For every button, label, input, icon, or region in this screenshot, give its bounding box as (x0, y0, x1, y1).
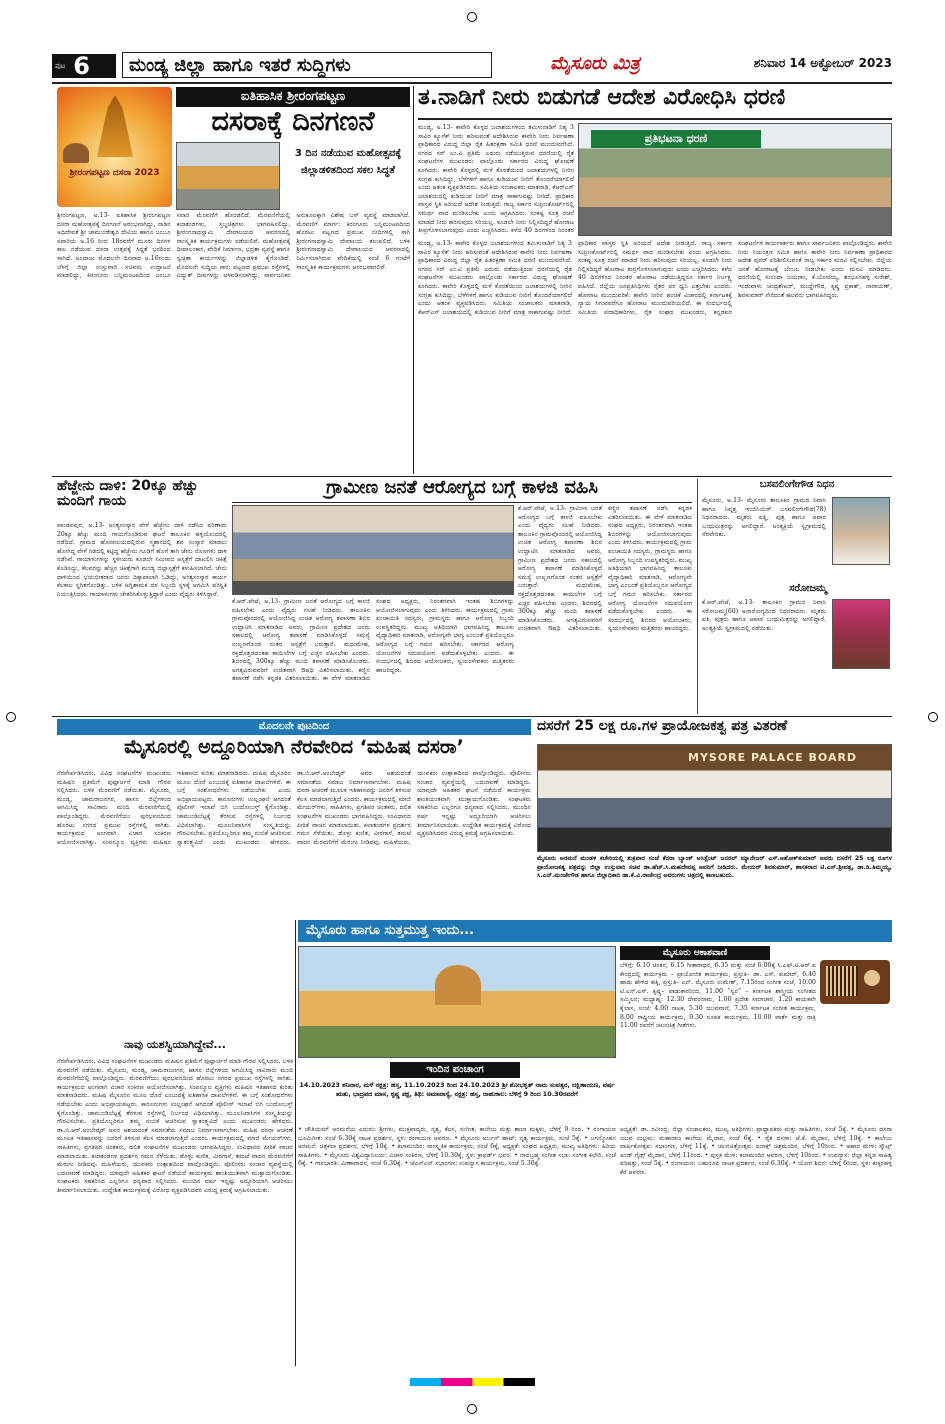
mahisha-body: ನೆರವೇರ್ಪಡಿಸಿದರು. ವಿವಿಧ ಸಂಘಟನೆಗಳ ಮುಖಂಡರು ಮಹಿಷನ ಪ್ರತಿಮೆಗೆ ಪುಷ್ಪಾರ್ಚನೆ ಮಾಡಿ ಗೌರವ ಸಲ್ಲಿಸಿದರು. ಬಳಿಕ ಮೆರವಣಿಗೆ ನಡೆಯಿತು. ಮೈಸೂರು, ಮಂಡ್ಯ, ಚಾಮರಾಜನಗರ, ಹಾಸನ ಜಿಲ್ಲೆಗಳಿಂದ ಆಗಮಿಸಿದ್ದ ಸಾವಿರಾರು ಮಂದಿ ಮೆರವಣಿಗೆಯಲ್ಲಿ ಪಾಲ್ಗೊಂಡಿದ್ದರು. ಮೆರವಣಿಗೆಯು ಪುರಭವನದಿಂದ ಹೊರಟು ನಗರದ ಪ್ರಮುಖ ರಸ್ತೆಗಳಲ್ಲಿ ಸಾಗಿತು. ಕಾರ್ಯಕ್ರಮದ ಅಂಗವಾಗಿ ವಿಚಾರ ಸಂಕಿರಣ ಆಯೋಜಿಸಲಾಗಿತ್ತು. ಸಂಪನ್ಮೂಲ ವ್ಯಕ್ತಿಗಳು ಮಹಿಷನ ಇತಿಹಾಸದ ಕುರಿತು ಮಾತನಾಡಿದರು. ಮಹಿಷ ಮೈಸೂರಿನ ಮೂಲ ದೊರೆ ಎಂಬುದಕ್ಕೆ ಐತಿಹಾಸಿಕ ದಾಖಲೆಗಳಿವೆ. ಈ ಬಗ್ಗೆ ಸಂಶೋಧನೆಗಳು ನಡೆಯಬೇಕು ಎಂದು ಅಭಿಪ್ರಾಯಪಟ್ಟರು. ಕಾನೂನುಗಳು ಉಲ್ಲಂಘನೆ ಆಗದಂತೆ ಪೊಲೀಸ್ ಇಲಾಖೆ ಬಿಗಿ ಬಂದೋಬಸ್ತ್ ಕೈಗೊಂಡಿತ್ತು. ಚಾಮುಂಡಿಬೆಟ್ಟಕ್ಕೆ ತೆರಳುವ ರಸ್ತೆಗಳಲ್ಲಿ ನಿರ್ಬಂಧ ವಿಧಿಸಲಾಗಿತ್ತು. ಮೂಲನಿವಾಸಿಗಳ ಸಂಸ್ಕೃತಿಯನ್ನು ಗೌರವಿಸಬೇಕು. ಪ್ರತಿಯೊಬ್ಬರಿಗೂ ತಮ್ಮ ನಂಬಿಕೆ ಆಚರಿಸುವ ಸ್ವಾತಂತ್ರ್ಯವಿದೆ ಎಂದು ಮುಖಂಡರು ಹೇಳಿದರು. ಡಾ.ಬಿ.ಆರ್.ಅಂಬೇಡ್ಕರ್ ಅವರ ಆಶಯದಂತೆ ಸಮಾನತೆಯ ಸಮಾಜ ನಿರ್ಮಾಣವಾಗಬೇಕು. ಮಹಿಷ ದಸರಾ ಆಚರಣೆ ಮೂಲಕ ಇತಿಹಾಸವನ್ನು ಜನರಿಗೆ ತಿಳಿಸುವ ಕೆಲಸ ಮಾಡಲಾಗುತ್ತಿದೆ ಎಂದರು. ಕಾರ್ಯಕ್ರಮದಲ್ಲಿ ಮಾಜಿ ಮೇಯರ್‌ಗಳು, ಸಾಹಿತಿಗಳು, ಪ್ರಗತಿಪರ ಚಿಂತಕರು, ದಲಿತ ಸಂಘಟನೆಗಳ ಮುಖಂಡರು ಭಾಗವಹಿಸಿದ್ದರು. ಸಂವಿಧಾನದ ಪೀಠಿಕೆ ವಾಚನ ಮಾಡಲಾಯಿತು. ಕಲಾತಂಡಗಳ ಪ್ರದರ್ಶನ ಗಮನ ಸೆಳೆಯಿತು. ಡೊಳ್ಳು ಕುಣಿತ, ವೀರಗಾಸೆ, ತಮಟೆ ವಾದನ ಮೆರವಣಿಗೆಗೆ ಮೆರುಗು ನೀಡಿದವು. ಮಹಿಳೆಯರು, ಯುವಕರು ಉತ್ಸಾಹದಿಂದ ಪಾಲ್ಗೊಂಡಿದ್ದರು. ಪೊಲೀಸರು ಸಂಚಾರ ವ್ಯವಸ್ಥೆಯಲ್ಲಿ ಬದಲಾವಣೆ ಮಾಡಿದ್ದರು. ಯಾವುದೇ ಅಹಿತಕರ ಘಟನೆ ನಡೆಯದೆ ಕಾರ್ಯಕ್ರಮ ಶಾಂತಿಯುತವಾಗಿ ಮುಕ್ತಾಯಗೊಂಡಿತು. ಸಂಘಟಕರು ಸಹಕರಿಸಿದ ಎಲ್ಲರಿಗೂ ಧನ್ಯವಾದ ಸಲ್ಲಿಸಿದರು. ಮುಂದಿನ ವರ್ಷ ಇನ್ನಷ್ಟು ಅದ್ದೂರಿಯಾಗಿ ಆಚರಿಸಲು ತೀರ್ಮಾನಿಸಲಾಯಿತು. ಉದ್ದೇಶಿತ ಕಾರ್ಯಕ್ರಮಕ್ಕೆ ವಿರೋಧ ವ್ಯಕ್ತಪಡಿಸಿದವರ ವಿರುದ್ಧ ಕ್ರಮಕ್ಕೆ ಆಗ್ರಹಿಸಲಾಯಿತು. (57, 770, 531, 846)
protest-photo (578, 123, 892, 236)
bee-headline: ಹೆಜ್ಜೇನು ದಾಳಿ: 20ಕ್ಕೂ ಹೆಚ್ಚು ಮಂದಿಗೆ ಗಾಯ (57, 479, 227, 519)
radio-title: ಮೈಸೂರು ಆಕಾಶವಾಣಿ (620, 946, 770, 960)
protest-headline: ತ.ನಾಡಿಗೆ ನೀರು ಬಿಡುಗಡೆ ಆದೇಶ ವಿರೋಧಿಸಿ ಧರಣಿ (418, 86, 892, 120)
color-bar (410, 1378, 535, 1386)
section-title: ಮಂಡ್ಯ ಜಿಲ್ಲಾ ಹಾಗೂ ಇತರೆ ಸುದ್ದಿಗಳು (122, 52, 492, 78)
elephant-icon (63, 143, 89, 163)
row-divider-1 (52, 476, 892, 477)
palace-dome-icon (435, 965, 481, 1005)
masthead-rule (52, 82, 892, 84)
registration-mark-right (928, 712, 938, 722)
palace-board-sign: MYSORE PALACE BOARD (688, 751, 858, 764)
radio-box (620, 946, 892, 1124)
dasara-photo-pavilion (176, 142, 280, 210)
obituary-portrait-2 (832, 599, 890, 669)
dasara-subhead: 3 ದಿನ ನಡೆಯುವ ಮಹೋತ್ಸವಕ್ಕೆ ಜಿಲ್ಲಾಡಳಿತದಿಂದ ಸಕಲ ಸಿದ್ಧತೆ (294, 148, 402, 176)
obituary-body-2: ಕೆ.ಆರ್.ಪೇಟೆ, ಅ.13- ತಾಲೂಕಿನ ಗ್ರಾಮದ ನಿವಾಸಿ ಸರೋಜಮ್ಮ(60) ಅನಾರೋಗ್ಯದಿಂದ ನಿಧನರಾದರು. ಮೃತರು ಪತಿ, ಪುತ್ರರು ಹಾಗೂ ಅಪಾರ ಬಂಧುಮಿತ್ರರನ್ನು ಅಗಲಿದ್ದಾರೆ. ಅಂತ್ಯಕ್ರಿಯೆ ಸ್ವಗ್ರಾಮದಲ್ಲಿ ನಡೆಯಿತು. (702, 599, 826, 632)
mahisha-subheading: ನಾವು ಯಶಸ್ವಿಯಾಗಿದ್ದೇವೆ... (124, 1038, 226, 1051)
radio-icon (820, 960, 890, 1004)
column-divider-left (413, 86, 414, 474)
radio-schedule: ಬೆಳಿಗ್ಗೆ: 6.10 ಚಿಂತನ, 6.15 ಗೀತಾರಾಧನ, 6.35 ಮತ್ತು ಸಂಜೆ 6.00ಕ್ಕೆ ಸಿ.ಎಫ್.ಟಿ.ಆರ್.ಐ ಕೇಂದ್ರದಲ್ಲಿ ಕಾರ್ಯಕ್ರಮ – ಪ್ರಾಯೋಜಿತ ಕಾರ್ಯಕ್ರಮ, ಪ್ರಸ್ತುತಿ– ಡಾ. ಎಸ್. ಕುಮಾರ್, 6.40 ಹಾಡು ಹೇಳಿದ ಹಕ್ಕಿ, ಪ್ರಸ್ತುತಿ– ಎನ್. ಮೈಸೂರು ಉಮೇಶ್, 7.15ರಿಂದ ಸಂಗೀತ ಸಂಜೆ, 10.00 ಟಿ.ಎನ್.ಎಸ್. ಕೃಷ್ಣ– ಪಾಡುಕಾರರಿಂದ, 11.00 “ಸ್ವರ” – ಕರ್ನಾಟಕ ಶಾಸ್ತ್ರೀಯ ಸಂಗೀತದ ಸಮ್ಮಿಲನ; ಮಧ್ಯಾಹ್ನ: 12.30 ದೇವರನಾಮ, 1.00 ಪ್ರದೇಶ ಸಮಾಚಾರ, 1.20 ಕಾಯಕವೇ ಕೈಲಾಸ, ಸಂಜೆ: 4.00 ನಾಟಕ, 5.30 ಯುವವಾಣಿ, 7.35 ಕರ್ನಾಟಕ ಸಂಗೀತ ಕಾರ್ಯಕ್ರಮ, 8.00 ರಾಷ್ಟ್ರೀಯ ಕಾರ್ಯಕ್ರಮ, 9.30 ರೂಪಕ ಕಾರ್ಯಕ್ರಮ, 10.00 ವಾರ್ತೆ ಮತ್ತು ರಾತ್ರಿ 11.00 ರವರೆಗೆ ಚಲನಚಿತ್ರ ಗೀತೆಗಳು. (620, 962, 816, 1030)
obituary-title-2: ಸರೋಜಮ್ಮ (789, 583, 827, 594)
mahisha-body-tail: ನೆರವೇರ್ಪಡಿಸಿದರು. ವಿವಿಧ ಸಂಘಟನೆಗಳ ಮುಖಂಡರು ಮಹಿಷನ ಪ್ರತಿಮೆಗೆ ಪುಷ್ಪಾರ್ಚನೆ ಮಾಡಿ ಗೌರವ ಸಲ್ಲಿಸಿದರು. ಬಳಿಕ ಮೆರವಣಿಗೆ ನಡೆಯಿತು. ಮೈಸೂರು, ಮಂಡ್ಯ, ಚಾಮರಾಜನಗರ, ಹಾಸನ ಜಿಲ್ಲೆಗಳಿಂದ ಆಗಮಿಸಿದ್ದ ಸಾವಿರಾರು ಮಂದಿ ಮೆರವಣಿಗೆಯಲ್ಲಿ ಪಾಲ್ಗೊಂಡಿದ್ದರು. ಮೆರವಣಿಗೆಯು ಪುರಭವನದಿಂದ ಹೊರಟು ನಗರದ ಪ್ರಮುಖ ರಸ್ತೆಗಳಲ್ಲಿ ಸಾಗಿತು. ಕಾರ್ಯಕ್ರಮದ ಅಂಗವಾಗಿ ವಿಚಾರ ಸಂಕಿರಣ ಆಯೋಜಿಸಲಾಗಿತ್ತು. ಸಂಪನ್ಮೂಲ ವ್ಯಕ್ತಿಗಳು ಮಹಿಷನ ಇತಿಹಾಸದ ಕುರಿತು ಮಾತನಾಡಿದರು. ಮಹಿಷ ಮೈಸೂರಿನ ಮೂಲ ದೊರೆ ಎಂಬುದಕ್ಕೆ ಐತಿಹಾಸಿಕ ದಾಖಲೆಗಳಿವೆ. ಈ ಬಗ್ಗೆ ಸಂಶೋಧನೆಗಳು ನಡೆಯಬೇಕು ಎಂದು ಅಭಿಪ್ರಾಯಪಟ್ಟರು. ಕಾನೂನುಗಳು ಉಲ್ಲಂಘನೆ ಆಗದಂತೆ ಪೊಲೀಸ್ ಇಲಾಖೆ ಬಿಗಿ ಬಂದೋಬಸ್ತ್ ಕೈಗೊಂಡಿತ್ತು. ಚಾಮುಂಡಿಬೆಟ್ಟಕ್ಕೆ ತೆರಳುವ ರಸ್ತೆಗಳಲ್ಲಿ ನಿರ್ಬಂಧ ವಿಧಿಸಲಾಗಿತ್ತು. ಮೂಲನಿವಾಸಿಗಳ ಸಂಸ್ಕೃತಿಯನ್ನು ಗೌರವಿಸಬೇಕು. ಪ್ರತಿಯೊಬ್ಬರಿಗೂ ತಮ್ಮ ನಂಬಿಕೆ ಆಚರಿಸುವ ಸ್ವಾತಂತ್ರ್ಯವಿದೆ ಎಂದು ಮುಖಂಡರು ಹೇಳಿದರು. ಡಾ.ಬಿ.ಆರ್.ಅಂಬೇಡ್ಕರ್ ಅವರ ಆಶಯದಂತೆ ಸಮಾನತೆಯ ಸಮಾಜ ನಿರ್ಮಾಣವಾಗಬೇಕು. ಮಹಿಷ ದಸರಾ ಆಚರಣೆ ಮೂಲಕ ಇತಿಹಾಸವನ್ನು ಜನರಿಗೆ ತಿಳಿಸುವ ಕೆಲಸ ಮಾಡಲಾಗುತ್ತಿದೆ ಎಂದರು. ಕಾರ್ಯಕ್ರಮದಲ್ಲಿ ಮಾಜಿ ಮೇಯರ್‌ಗಳು, ಸಾಹಿತಿಗಳು, ಪ್ರಗತಿಪರ ಚಿಂತಕರು, ದಲಿತ ಸಂಘಟನೆಗಳ ಮುಖಂಡರು ಭಾಗವಹಿಸಿದ್ದರು. ಸಂವಿಧಾನದ ಪೀಠಿಕೆ ವಾಚನ ಮಾಡಲಾಯಿತು. ಕಲಾತಂಡಗಳ ಪ್ರದರ್ಶನ ಗಮನ ಸೆಳೆಯಿತು. ಡೊಳ್ಳು ಕುಣಿತ, ವೀರಗಾಸೆ, ತಮಟೆ ವಾದನ ಮೆರವಣಿಗೆಗೆ ಮೆರುಗು ನೀಡಿದವು. ಮಹಿಳೆಯರು, ಯುವಕರು ಉತ್ಸಾಹದಿಂದ ಪಾಲ್ಗೊಂಡಿದ್ದರು. ಪೊಲೀಸರು ಸಂಚಾರ ವ್ಯವಸ್ಥೆಯಲ್ಲಿ ಬದಲಾವಣೆ ಮಾಡಿದ್ದರು. ಯಾವುದೇ ಅಹಿತಕರ ಘಟನೆ ನಡೆಯದೆ ಕಾರ್ಯಕ್ರಮ ಶಾಂತಿಯುತವಾಗಿ ಮುಕ್ತಾಯಗೊಂಡಿತು. ಸಂಘಟಕರು ಸಹಕರಿಸಿದ ಎಲ್ಲರಿಗೂ ಧನ್ಯವಾದ ಸಲ್ಲಿಸಿದರು. ಮುಂದಿನ ವರ್ಷ ಇನ್ನಷ್ಟು ಅದ್ದೂರಿಯಾಗಿ ಆಚರಿಸಲು ತೀರ್ಮಾನಿಸಲಾಯಿತು. ಉದ್ದೇಶಿತ ಕಾರ್ಯಕ್ರಮಕ್ಕೆ ವಿರೋಧ ವ್ಯಕ್ತಪಡಿಸಿದವರ ವಿರುದ್ಧ ಕ್ರಮಕ್ಕೆ ಆಗ್ರಹಿಸಲಾಯಿತು. (57, 1058, 293, 1194)
dasara-body: ಶ್ರೀರಂಗಪಟ್ಟಣ, ಅ.13- ಐತಿಹಾಸಿಕ ಶ್ರೀರಂಗಪಟ್ಟಣ ದಸರಾ ಮಹೋತ್ಸವಕ್ಕೆ ದಿನಗಣನೆ ಆರಂಭವಾಗಿದ್ದು, ನಾಡಿನ ಅಧಿದೇವತೆ ಶ್ರೀ ಚಾಮುಂಡೇಶ್ವರಿ ದೇವಿಯ ಹಾಗೂ ಜಂಬೂ ಸವಾರಿಯ ಅ.16 ರಿಂದ 18ರವರೆಗೆ ಮೂರು ದಿನಗಳ ಕಾಲ ನಡೆಯುವ ದಸರಾ ಉತ್ಸವಕ್ಕೆ ಸಿದ್ಧತೆ ಭರದಿಂದ ಸಾಗಿದೆ. ಅಂದಾಜು ಮೊದಲನೇ ದಿನವಾದ ಅ.16ರಂದು ಬೆಳಗ್ಗೆ ಜಿಲ್ಲಾ ಉಸ್ತುವಾರಿ ಸಚಿವರು ಉದ್ಘಾಟನೆ ಮಾಡಲಿದ್ದು, ಕಿರಂಗೂರು ಬನ್ನಿಮಂಟಪದಿಂದ ಜಂಬೂ ಸವಾರಿ ಮೆರವಣಿಗೆ ಹೊರಡಲಿದೆ. ಮೆರವಣಿಗೆಯಲ್ಲಿ ಕಲಾತಂಡಗಳು, ಸ್ತಬ್ಧಚಿತ್ರಗಳು ಭಾಗವಹಿಸಲಿದ್ದು, ಶ್ರೀರಂಗನಾಥಸ್ವಾಮಿ ದೇವಾಲಯದ ಆವರಣದಲ್ಲಿ ಸಾಂಸ್ಕೃತಿಕ ಕಾರ್ಯಕ್ರಮಗಳು ನಡೆಯಲಿವೆ. ಮಹೋತ್ಸವಕ್ಕೆ ದೀಪಾಲಂಕಾರ, ವೇದಿಕೆ ನಿರ್ಮಾಣ, ಭದ್ರತಾ ವ್ಯವಸ್ಥೆ ಹಾಗೂ ಸ್ವಚ್ಛತಾ ಕಾರ್ಯಗಳನ್ನು ಜಿಲ್ಲಾಡಳಿತ ಕೈಗೊಂಡಿದೆ. ಮೊದಲನೇ ಸುದ್ದಿಯ ಸಾರ: ಪಟ್ಟಣದ ಪ್ರಮುಖ ರಸ್ತೆಗಳಲ್ಲಿ ವಿದ್ಯುತ್ ದೀಪಗಳನ್ನು ಅಳವಡಿಸಲಾಗಿದ್ದು, ಸಾರ್ವಜನಿಕರ ಅನುಕೂಲಕ್ಕಾಗಿ ವಿಶೇಷ ಬಸ್ ವ್ಯವಸ್ಥೆ ಮಾಡಲಾಗಿದೆ. ಮೆರವಣಿಗೆ ಮಾರ್ಗ: ಕಿರಂಗೂರು ಬನ್ನಿಮಂಟಪದಿಂದ ಹೊರಟು ಪಟ್ಟಣದ ಪ್ರಮುಖ ಬೀದಿಗಳಲ್ಲಿ ಸಾಗಿ ಶ್ರೀರಂಗನಾಥಸ್ವಾಮಿ ದೇವಾಲಯ ತಲುಪಲಿದೆ. ಬಳಿಕ ಶ್ರೀರಂಗನಾಥಸ್ವಾಮಿ ದೇವಾಲಯದ ಆವರಣದಲ್ಲಿ ನಿರ್ಮಿಸಲಾಗಿರುವ ವೇದಿಕೆಯಲ್ಲಿ ಸಂಜೆ 6 ಗಂಟೆಗೆ ಸಾಂಸ್ಕೃತಿಕ ಕಾರ್ಯಕ್ರಮಗಳು ಆರಂಭವಾಗಲಿವೆ. (57, 212, 410, 280)
dasara-kicker: ಐತಿಹಾಸಿಕ ಶ್ರೀರಂಗಪಟ್ಟಣ (176, 87, 410, 107)
paper-name-logo: ಮೈಸೂರು ಮಿತ್ರ (550, 53, 640, 74)
protest-body-intro: ಮಂಡ್ಯ, ಅ.13- ಕಾವೇರಿ ಕೊಳ್ಳದ ಜಲಾಶಯಗಳಿಂದ ತಮಿಳುನಾಡಿಗೆ ನಿತ್ಯ 3 ಸಾವಿರ ಕ್ಯೂಸೆಕ್ ನೀರು ಹರಿಸುವಂತೆ ಆದೇಶಿಸಿರುವ ಕಾವೇರಿ ನೀರು ನಿರ್ವಹಣಾ ಪ್ರಾಧಿಕಾರದ ವಿರುದ್ಧ ಜಿಲ್ಲಾ ರೈತ ಹಿತರಕ್ಷಣಾ ಸಮಿತಿ ಧರಣಿ ಮುಂದುವರೆಸಿದೆ. ನಗರದ ಸರ್ ಎಂ.ವಿ ಪ್ರತಿಮೆ ಎದುರು ನಡೆಯುತ್ತಿರುವ ಧರಣಿಯಲ್ಲಿ ರೈತ ಸಂಘಟನೆಗಳ ಮುಖಂಡರು ಪಾಲ್ಗೊಂಡು ಸರ್ಕಾರದ ವಿರುದ್ಧ ಘೋಷಣೆ ಕೂಗಿದರು. ಕಾವೇರಿ ಕೊಳ್ಳದಲ್ಲಿ ಮಳೆ ಕೊರತೆಯಿಂದ ಜಲಾಶಯಗಳಲ್ಲಿ ನೀರಿನ ಸಂಗ್ರಹ ಕುಸಿದಿದ್ದು, ಬೆಳೆಗಳಿಗೆ ಹಾಗೂ ಕುಡಿಯುವ ನೀರಿಗೆ ತೊಂದರೆಯಾಗಲಿದೆ ಎಂದು ಆತಂಕ ವ್ಯಕ್ತಪಡಿಸಿದರು. ಸಮಿತಿಯ ಸಂಚಾಲಕರು ಮಾತನಾಡಿ, ಕೆಆರ್‌ಎಸ್ ಜಲಾಶಯದಲ್ಲಿ ಕುಡಿಯುವ ನೀರಿಗೆ ಮಾತ್ರ ಸಾಕಾಗುವಷ್ಟು ನೀರಿದೆ. ಪ್ರಾಧಿಕಾರ ವಾಸ್ತವ ಸ್ಥಿತಿ ಅರಿಯದೆ ಆದೇಶ ನೀಡುತ್ತಿದೆ. ರಾಜ್ಯ ಸರ್ಕಾರ ಸುಪ್ರೀಂಕೋರ್ಟ್‌ನಲ್ಲಿ ಸಮರ್ಥ ವಾದ ಮಂಡಿಸಬೇಕು ಎಂದು ಆಗ್ರಹಿಸಿದರು. ಸಂಕಷ್ಟ ಸೂತ್ರ ರಚನೆ ಮಾಡದೆ ನೀರು ಹರಿಸುವುದು ಸರಿಯಲ್ಲ. ಕೂಡಲೇ ನೀರು ನಿಲ್ಲಿಸದಿದ್ದರೆ ಹೋರಾಟ ತೀವ್ರಗೊಳಿಸಲಾಗುವುದು ಎಂದು ಎಚ್ಚರಿಸಿದರು. ಕಳೆದ 40 ದಿನಗಳಿಂದ ನಿರಂತರ (418, 124, 574, 235)
palace-headline: ದಸರೆಗೆ 25 ಲಕ್ಷ ರೂ.ಗಳ ಪ್ರಾಯೋಜಕತ್ವ ಪತ್ರ ವಿತರಣೆ (537, 719, 788, 734)
obituary-title-1: ಬಸವಲಿಂಗೇಗೌಡ ನಿಧನ (759, 479, 835, 490)
registration-mark-bottom (467, 1404, 477, 1414)
mysore-palace-photo (298, 946, 616, 1058)
health-body: ಕೆ.ಆರ್.ಪೇಟೆ, ಅ.13- ಗ್ರಾಮೀಣ ಜನತೆ ಆರೋಗ್ಯದ ಬಗ್ಗೆ ಕಾಳಜಿ ವಹಿಸಬೇಕು ಎಂದು ವೈದ್ಯರು ಸಲಹೆ ನೀಡಿದರು. ತಾಲೂಕಿನ ಗ್ರಾಮವೊಂದರಲ್ಲಿ ಆಯೋಜಿಸಿದ್ದ ಉಚಿತ ಆರೋಗ್ಯ ತಪಾಸಣಾ ಶಿಬಿರ ಉದ್ಘಾಟಿಸಿ ಮಾತನಾಡಿದ ಅವರು, ಗ್ರಾಮೀಣ ಪ್ರದೇಶದ ಜನರು ಸಕಾಲದಲ್ಲಿ ಆರೋಗ್ಯ ತಪಾಸಣೆ ಮಾಡಿಸಿಕೊಳ್ಳದೆ ಸಮಸ್ಯೆ ಉಲ್ಬಣಗೊಂಡ ನಂತರ ಆಸ್ಪತ್ರೆಗೆ ಬರುತ್ತಾರೆ. ಮಧುಮೇಹ, ರಕ್ತದೊತ್ತಡದಂತಹ ಕಾಯಿಲೆಗಳ ಬಗ್ಗೆ ಎಚ್ಚರ ವಹಿಸಬೇಕು ಎಂದರು. ಶಿಬಿರದಲ್ಲಿ 300ಕ್ಕೂ ಹೆಚ್ಚು ಮಂದಿ ತಪಾಸಣೆ ಮಾಡಿಸಿಕೊಂಡರು. ಅಗತ್ಯವಿರುವವರಿಗೆ ಉಚಿತವಾಗಿ ಔಷಧಿ ವಿತರಿಸಲಾಯಿತು. ಕಣ್ಣಿನ ತಪಾಸಣೆ ನಡೆಸಿ ಕನ್ನಡಕ ವಿತರಿಸಲಾಯಿತು. ಈ ವೇಳೆ ಮಾತನಾಡಿದ ಸಂಘದ ಅಧ್ಯಕ್ಷರು, ನಿರಂತರವಾಗಿ ಇಂತಹ ಶಿಬಿರಗಳನ್ನು ಆಯೋಜಿಸಲಾಗುವುದು ಎಂದು ತಿಳಿಸಿದರು. ಕಾರ್ಯಕ್ರಮದಲ್ಲಿ ಗ್ರಾಮ ಪಂಚಾಯಿತಿ ಸದಸ್ಯರು, ಗ್ರಾಮಸ್ಥರು ಹಾಗೂ ಆರೋಗ್ಯ ಸಿಬ್ಬಂದಿ ಉಪಸ್ಥಿತರಿದ್ದರು. ಮುಖ್ಯ ಅತಿಥಿಯಾಗಿ ಭಾಗವಹಿಸಿದ್ದ ತಾಲೂಕು ವೈದ್ಯಾಧಿಕಾರಿ ಮಾತನಾಡಿ, ಆರೋಗ್ಯವೇ ಭಾಗ್ಯ ಎಂಬಂತೆ ಪ್ರತಿಯೊಬ್ಬರೂ ಆರೋಗ್ಯದ ಬಗ್ಗೆ ಗಮನ ಹರಿಸಬೇಕು. ಸರ್ಕಾರದ ಆರೋಗ್ಯ ಯೋಜನೆಗಳ ಸದುಪಯೋಗ ಪಡೆದುಕೊಳ್ಳಬೇಕು ಎಂದರು. ಈ ಸಂದರ್ಭದಲ್ಲಿ ಶಿಬಿರದ ಆಯೋಜಕರು, ಸ್ವಯಂಸೇವಕರು ಮತ್ತಿತರರು ಹಾಜರಿದ್ದರು. (232, 598, 514, 683)
registration-mark-top (467, 12, 477, 22)
masthead (52, 52, 892, 80)
events-section-title: ಮೈಸೂರು ಹಾಗೂ ಸುತ್ತಮುತ್ತ ಇಂದು... (306, 923, 475, 938)
protest-body-bottom (418, 240, 892, 472)
dasara-headline: ದಸರಾಕ್ಕೆ ದಿನಗಣನೆ (211, 108, 375, 137)
protest-body-top (418, 124, 574, 236)
row-divider-2 (52, 716, 892, 717)
events-listings-right: ಅಧ್ಯಕ್ಷತೆ: ಡಾ. ರವೀಂದ್ರ, ಜಿಲ್ಲಾ ಸಂಚಾಲಕರು, ಮುಖ್ಯ ಅತಿಥಿಗಳು: ಪ್ರಾಧ್ಯಾಪಕರು ಮತ್ತು ಸಾಹಿತಿಗಳು, ಸಂಜೆ 5ಕ್ಕೆ. • ಮೈಸೂರು ದಸರಾ ಯುವ ಸಂಭ್ರಮ: ಮಹಾರಾಜ ಕಾಲೇಜು ಮೈದಾನ, ಸಂಜೆ 6ಕ್ಕೆ. • ರೈತ ದಸರಾ: ಜೆ.ಕೆ. ಮೈದಾನ, ಬೆಳಿಗ್ಗೆ 10ಕ್ಕೆ. • ಕಾಲೇಜು ವಾರ್ಷಿಕೋತ್ಸವ: ಸಭಾಂಗಣ, ಬೆಳಿಗ್ಗೆ 11ಕ್ಕೆ. • ಚಲನಚಿತ್ರೋತ್ಸವ: ಐನಾಕ್ಸ್ ಚಿತ್ರಮಂದಿರ, ಬೆಳಿಗ್ಗೆ 10ರಿಂದ. • ಆಹಾರ ಮೇಳ: ಸ್ಕೌಟ್ಸ್ ಅಂಡ್ ಗೈಡ್ಸ್ ಮೈದಾನ, ಬೆಳಿಗ್ಗೆ 11ರಿಂದ. • ಪುಸ್ತಕ ಮೇಳ: ಕಲಾಮಂದಿರ ಆವರಣ, ಬೆಳಿಗ್ಗೆ 10ರಿಂದ. • ಉಪನ್ಯಾಸ: ಜಿಲ್ಲಾ ಕನ್ನಡ ಸಾಹಿತ್ಯ ಪರಿಷತ್ತು, ಸಂಜೆ 5ಕ್ಕೆ. • ರಂಗಾಯಣ: ಬಹುರೂಪಿ ನಾಟಕ ಪ್ರದರ್ಶನ, ಸಂಜೆ 6.30ಕ್ಕೆ. • ಯೋಗ ಶಿಬಿರ: ಬೆಳಿಗ್ಗೆ 6ರಿಂದ, ಸ್ಥಳ: ಕುಕ್ಕರಹಳ್ಳಿ ಕೆರೆ ಆವರಣ. (620, 1126, 892, 1176)
palace-photo (537, 744, 892, 852)
events-listings-left: • ಚೌತಿಯಮ್ ಅರಮನೆಯ ಎದುರು: ಶ್ರೀಗಳು, ಮುಕ್ತಪಾದ್ಯರು, ನೃತ್ಯ, ಕೆಲಸ, ಸಂಗೀತ, ಕಾಲೇಜು ಮತ್ತು ಶಾಲಾ ಮಕ್ಕಳು, ಬೆಳಿಗ್ಗೆ 9 ರಿಂದ. • ರಂಗಾಯಣ ಭೂಮಿಗೀತ: ಸಂಜೆ 6.30ಕ್ಕೆ ನಾಟಕ ಪ್ರದರ್ಶನ, ಸ್ಥಳ: ರಂಗಾಯಣ ಆವರಣ. • ಮೈಸೂರು ಅರ್ಬನ್ ಹಾಟ್: ನೃತ್ಯ ಕಾರ್ಯಕ್ರಮ, ಸಂಜೆ 5ಕ್ಕೆ. • ಜಗನ್ಮೋಹನ ಅರಮನೆ: ಚಿತ್ರಕಲಾ ಪ್ರದರ್ಶನ, ಬೆಳಿಗ್ಗೆ 10ಕ್ಕೆ. • ಕಲಾಮಂದಿರ: ಸಾಂಸ್ಕೃತಿಕ ಕಾರ್ಯಕ್ರಮ, ಸಂಜೆ 6ಕ್ಕೆ, ಅಧ್ಯಕ್ಷತೆ: ಸಂಘದ ಅಧ್ಯಕ್ಷರು, ಮುಖ್ಯ ಅತಿಥಿಗಳು: ಹಿರಿಯ ಸಾಹಿತಿಗಳು. • ಮೈಸೂರು ವಿಶ್ವವಿದ್ಯಾನಿಲಯ: ವಿಚಾರ ಸಂಕಿರಣ, ಬೆಳಿಗ್ಗೆ 10.30ಕ್ಕೆ, ಸ್ಥಳ: ಕ್ರಾಫರ್ಡ್ ಭವನ. • ನಾದಬ್ರಹ್ಮ ಸಂಗೀತ ಸಭಾ: ಸಂಗೀತ ಕಛೇರಿ, ಸಂಜೆ 6ಕ್ಕೆ. • ಗಾನಭಾರತಿ: ವೀಣಾವಾದನ, ಸಂಜೆ 6.30ಕ್ಕೆ. • ಜೆಎಸ್‌ಎಸ್ ಸಭಾಂಗಣ: ಉಪನ್ಯಾಸ ಕಾರ್ಯಕ್ರಮ, ಸಂಜೆ 5.30ಕ್ಕೆ. (298, 1126, 616, 1168)
obituary-box (697, 479, 892, 714)
column-divider-bottom (295, 920, 296, 1366)
page-label: ಪುಟ (55, 61, 66, 70)
mahisha-strap: ಮೊದಲನೇ ಪುಟದಿಂದ (57, 719, 531, 735)
page-number-box (52, 54, 116, 78)
bee-body: ಪಾಂಡವಪುರ, ಅ.13- ಅಂತ್ಯಸಂಸ್ಕಾರ ವೇಳೆ ಹೆಜ್ಜೇನು ದಾಳಿ ನಡೆಸಿದ ಪರಿಣಾಮ 20ಕ್ಕೂ ಹೆಚ್ಚು ಮಂದಿ ಗಾಯಗೊಂಡಿರುವ ಘಟನೆ ತಾಲೂಕಿನ ಹಳ್ಳಿಯೊಂದರಲ್ಲಿ ನಡೆದಿದೆ. ಗ್ರಾಮದ ಹೊರವಲಯದಲ್ಲಿರುವ ಸ್ಮಶಾನದಲ್ಲಿ ಶವ ಸಂಸ್ಕಾರ ಮಾಡಲು ಹೋಗಿದ್ದ ವೇಳೆ ಗಿಡದಲ್ಲಿ ಕಟ್ಟಿದ್ದ ಹೆಜ್ಜೇನು ಗೂಡಿಗೆ ಹೊಗೆ ತಾಗಿ ಜೇನು ನೊಣಗಳು ದಾಳಿ ನಡೆಸಿವೆ. ಗಾಯಾಳುಗಳನ್ನು ಸ್ಥಳೀಯರು ಕೂಡಲೇ ಸಮೀಪದ ಆಸ್ಪತ್ರೆಗೆ ದಾಖಲಿಸಿ ಚಿಕಿತ್ಸೆ ಕೊಡಿಸಿದ್ದು, ಕೆಲವರನ್ನು ಹೆಚ್ಚಿನ ಚಿಕಿತ್ಸೆಗಾಗಿ ಮಂಡ್ಯ ಜಿಲ್ಲಾಸ್ಪತ್ರೆಗೆ ಕಳುಹಿಸಲಾಗಿದೆ. ಜೇನು ದಾಳಿಯಿಂದ ಭಯಭೀತರಾದ ಜನರು ದಿಕ್ಕಾಪಾಲಾಗಿ ಓಡಿದ್ದು, ಅಂತ್ಯಸಂಸ್ಕಾರ ಕಾರ್ಯ ಕೆಲಕಾಲ ಸ್ಥಗಿತಗೊಂಡಿತ್ತು. ಬಳಿಕ ಅಗ್ನಿಶಾಮಕ ದಳ ಸಿಬ್ಬಂದಿ ಸ್ಥಳಕ್ಕೆ ಆಗಮಿಸಿ ಪರಿಸ್ಥಿತಿ ನಿಯಂತ್ರಿಸಿದರು. ಗಾಯಾಳುಗಳು ಚೇತರಿಸಿಕೊಳ್ಳುತ್ತಿದ್ದಾರೆ ಎಂದು ವೈದ್ಯರು ತಿಳಿಸಿದ್ದಾರೆ. (57, 522, 227, 598)
mahisha-headline: ಮೈಸೂರಲ್ಲಿ ಅದ್ದೂರಿಯಾಗಿ ನೆರವೇರಿದ ‘ಮಹಿಷ ದಸರಾ’ (124, 738, 464, 758)
protest-banner: ಪ್ರತಿಭಟನಾ ಧರಣಿ (591, 130, 761, 148)
temple-icon (97, 95, 133, 157)
page-number: 6 (73, 52, 90, 80)
obituary-portrait-1 (832, 497, 890, 565)
dasara-logo (57, 87, 172, 207)
panchanga-text: 14.10.2023 ಶನಿವಾರ, ಮಳೆ ನಕ್ಷತ್ರ: ಹಸ್ತ, 11.10.2023 ರಿಂದ 24.10.2023 ಶ್ರೀ ಶೋಭಕೃತ್ ನಾಮ ಸಂವತ್ಸರ, ದಕ್ಷಿಣಾಯಣ, ವರ್ಷ ಋತು, ಭಾದ್ರಪದ ಮಾಸ, ಕೃಷ್ಣ ಪಕ್ಷ, ತಿಥಿ: ಅಮಾವಾಸ್ಯೆ, ನಕ್ಷತ್ರ: ಹಸ್ತ, ರಾಹುಕಾಲ: ಬೆಳಿಗ್ಗೆ 9 ರಿಂದ 10.30ರವರೆಗೆ (299, 1081, 615, 1098)
issue-date: ಶನಿವಾರ 14 ಅಕ್ಟೋಬರ್ 2023 (753, 56, 892, 70)
health-body-right: ಕೆ.ಆರ್.ಪೇಟೆ, ಅ.13- ಗ್ರಾಮೀಣ ಜನತೆ ಆರೋಗ್ಯದ ಬಗ್ಗೆ ಕಾಳಜಿ ವಹಿಸಬೇಕು ಎಂದು ವೈದ್ಯರು ಸಲಹೆ ನೀಡಿದರು. ತಾಲೂಕಿನ ಗ್ರಾಮವೊಂದರಲ್ಲಿ ಆಯೋಜಿಸಿದ್ದ ಉಚಿತ ಆರೋಗ್ಯ ತಪಾಸಣಾ ಶಿಬಿರ ಉದ್ಘಾಟಿಸಿ ಮಾತನಾಡಿದ ಅವರು, ಗ್ರಾಮೀಣ ಪ್ರದೇಶದ ಜನರು ಸಕಾಲದಲ್ಲಿ ಆರೋಗ್ಯ ತಪಾಸಣೆ ಮಾಡಿಸಿಕೊಳ್ಳದೆ ಸಮಸ್ಯೆ ಉಲ್ಬಣಗೊಂಡ ನಂತರ ಆಸ್ಪತ್ರೆಗೆ ಬರುತ್ತಾರೆ. ಮಧುಮೇಹ, ರಕ್ತದೊತ್ತಡದಂತಹ ಕಾಯಿಲೆಗಳ ಬಗ್ಗೆ ಎಚ್ಚರ ವಹಿಸಬೇಕು ಎಂದರು. ಶಿಬಿರದಲ್ಲಿ 300ಕ್ಕೂ ಹೆಚ್ಚು ಮಂದಿ ತಪಾಸಣೆ ಮಾಡಿಸಿಕೊಂಡರು. ಅಗತ್ಯವಿರುವವರಿಗೆ ಉಚಿತವಾಗಿ ಔಷಧಿ ವಿತರಿಸಲಾಯಿತು. ಕಣ್ಣಿನ ತಪಾಸಣೆ ನಡೆಸಿ ಕನ್ನಡಕ ವಿತರಿಸಲಾಯಿತು. ಈ ವೇಳೆ ಮಾತನಾಡಿದ ಸಂಘದ ಅಧ್ಯಕ್ಷರು, ನಿರಂತರವಾಗಿ ಇಂತಹ ಶಿಬಿರಗಳನ್ನು ಆಯೋಜಿಸಲಾಗುವುದು ಎಂದು ತಿಳಿಸಿದರು. ಕಾರ್ಯಕ್ರಮದಲ್ಲಿ ಗ್ರಾಮ ಪಂಚಾಯಿತಿ ಸದಸ್ಯರು, ಗ್ರಾಮಸ್ಥರು ಹಾಗೂ ಆರೋಗ್ಯ ಸಿಬ್ಬಂದಿ ಉಪಸ್ಥಿತರಿದ್ದರು. ಮುಖ್ಯ ಅತಿಥಿಯಾಗಿ ಭಾಗವಹಿಸಿದ್ದ ತಾಲೂಕು ವೈದ್ಯಾಧಿಕಾರಿ ಮಾತನಾಡಿ, ಆರೋಗ್ಯವೇ ಭಾಗ್ಯ ಎಂಬಂತೆ ಪ್ರತಿಯೊಬ್ಬರೂ ಆರೋಗ್ಯದ ಬಗ್ಗೆ ಗಮನ ಹರಿಸಬೇಕು. ಸರ್ಕಾರದ ಆರೋಗ್ಯ ಯೋಜನೆಗಳ ಸದುಪಯೋಗ ಪಡೆದುಕೊಳ್ಳಬೇಕು ಎಂದರು. ಈ ಸಂದರ್ಭದಲ್ಲಿ ಶಿಬಿರದ ಆಯೋಜಕರು, ಸ್ವಯಂಸೇವಕರು ಮತ್ತಿತರರು ಹಾಜರಿದ್ದರು. (518, 505, 692, 633)
protest-body-continued: ಮಂಡ್ಯ, ಅ.13- ಕಾವೇರಿ ಕೊಳ್ಳದ ಜಲಾಶಯಗಳಿಂದ ತಮಿಳುನಾಡಿಗೆ ನಿತ್ಯ 3 ಸಾವಿರ ಕ್ಯೂಸೆಕ್ ನೀರು ಹರಿಸುವಂತೆ ಆದೇಶಿಸಿರುವ ಕಾವೇರಿ ನೀರು ನಿರ್ವಹಣಾ ಪ್ರಾಧಿಕಾರದ ವಿರುದ್ಧ ಜಿಲ್ಲಾ ರೈತ ಹಿತರಕ್ಷಣಾ ಸಮಿತಿ ಧರಣಿ ಮುಂದುವರೆಸಿದೆ. ನಗರದ ಸರ್ ಎಂ.ವಿ ಪ್ರತಿಮೆ ಎದುರು ನಡೆಯುತ್ತಿರುವ ಧರಣಿಯಲ್ಲಿ ರೈತ ಸಂಘಟನೆಗಳ ಮುಖಂಡರು ಪಾಲ್ಗೊಂಡು ಸರ್ಕಾರದ ವಿರುದ್ಧ ಘೋಷಣೆ ಕೂಗಿದರು. ಕಾವೇರಿ ಕೊಳ್ಳದಲ್ಲಿ ಮಳೆ ಕೊರತೆಯಿಂದ ಜಲಾಶಯಗಳಲ್ಲಿ ನೀರಿನ ಸಂಗ್ರಹ ಕುಸಿದಿದ್ದು, ಬೆಳೆಗಳಿಗೆ ಹಾಗೂ ಕುಡಿಯುವ ನೀರಿಗೆ ತೊಂದರೆಯಾಗಲಿದೆ ಎಂದು ಆತಂಕ ವ್ಯಕ್ತಪಡಿಸಿದರು. ಸಮಿತಿಯ ಸಂಚಾಲಕರು ಮಾತನಾಡಿ, ಕೆಆರ್‌ಎಸ್ ಜಲಾಶಯದಲ್ಲಿ ಕುಡಿಯುವ ನೀರಿಗೆ ಮಾತ್ರ ಸಾಕಾಗುವಷ್ಟು ನೀರಿದೆ. ಪ್ರಾಧಿಕಾರ ವಾಸ್ತವ ಸ್ಥಿತಿ ಅರಿಯದೆ ಆದೇಶ ನೀಡುತ್ತಿದೆ. ರಾಜ್ಯ ಸರ್ಕಾರ ಸುಪ್ರೀಂಕೋರ್ಟ್‌ನಲ್ಲಿ ಸಮರ್ಥ ವಾದ ಮಂಡಿಸಬೇಕು ಎಂದು ಆಗ್ರಹಿಸಿದರು. ಸಂಕಷ್ಟ ಸೂತ್ರ ರಚನೆ ಮಾಡದೆ ನೀರು ಹರಿಸುವುದು ಸರಿಯಲ್ಲ. ಕೂಡಲೇ ನೀರು ನಿಲ್ಲಿಸದಿದ್ದರೆ ಹೋರಾಟ ತೀವ್ರಗೊಳಿಸಲಾಗುವುದು ಎಂದು ಎಚ್ಚರಿಸಿದರು. ಕಳೆದ 40 ದಿನಗಳಿಂದ ನಿರಂತರ ಹೋರಾಟ ನಡೆಯುತ್ತಿದ್ದರೂ ಸರ್ಕಾರ ನಿರ್ಲಕ್ಷ್ಯ ವಹಿಸಿದೆ. ಜಿಲ್ಲೆಯ ಜನಪ್ರತಿನಿಧಿಗಳು ರೈತರ ಪರ ಧ್ವನಿ ಎತ್ತಬೇಕು ಎಂದರು. ಹೋರಾಟ ಮುಂದುವರಿಕೆ: ಕಾವೇರಿ ನೀರಿನ ಹಂಚಿಕೆ ವಿಚಾರದಲ್ಲಿ ಕರ್ನಾಟಕಕ್ಕೆ ನ್ಯಾಯ ಸಿಗುವವರೆಗೂ ಹೋರಾಟ ಮುಂದುವರಿಯಲಿದೆ. ಈ ಸಂದರ್ಭದಲ್ಲಿ ಸಮಿತಿಯ ಪದಾಧಿಕಾರಿಗಳು, ರೈತ ಸಂಘದ ಮುಖಂಡರು, ಕನ್ನಡಪರ ಸಂಘಟನೆಗಳ ಕಾರ್ಯಕರ್ತರು ಹಾಗೂ ಸಾರ್ವಜನಿಕರು ಪಾಲ್ಗೊಂಡಿದ್ದರು. ಕಾವೇರಿ ನೀರು ನಿಯಂತ್ರಣ ಸಮಿತಿ ಹಾಗೂ ಕಾವೇರಿ ನೀರು ನಿರ್ವಹಣಾ ಪ್ರಾಧಿಕಾರದ ಆದೇಶ ಪುನರ್ ಪರಿಶೀಲಿಸುವಂತೆ ರಾಜ್ಯ ಸರ್ಕಾರ ಮನವಿ ಸಲ್ಲಿಸಬೇಕು. ಜಿಲ್ಲೆಯ ಜನತೆ ಹೋರಾಟಕ್ಕೆ ಬೆಂಬಲ ನೀಡಬೇಕು ಎಂದು ಮನವಿ ಮಾಡಿದರು. ಧರಣಿಯಲ್ಲಿ ಸುನಂದಾ ಜಯರಾಂ, ಕೆ.ಬೋರಯ್ಯ, ಶಂಭೂನಹಳ್ಳಿ ಸುರೇಶ್, ಇಂಡುವಾಳು ಚಂದ್ರಶೇಖರ್, ಮುದ್ದೇಗೌಡ, ಕೃಷ್ಣ ಪ್ರಕಾಶ್, ನಾರಾಯಣ್, ಶಿವಕುಮಾರ್ ಸೇರಿದಂತೆ ಹಲವರು ಭಾಗವಹಿಸಿದ್ದರು. (418, 240, 892, 316)
registration-mark-left (6, 712, 16, 722)
dasara-logo-text: ಶ್ರೀರಂಗಪಟ್ಟಣ ದಸರಾ 2023 (69, 168, 160, 178)
panchanga-title: ಇಂದಿನ ಪಂಚಾಂಗ (390, 1062, 520, 1078)
palace-caption: ಮೈಸೂರು ಅರಮನೆ ಮಂಡಳಿ ಕಚೇರಿಯಲ್ಲಿ ಶುಕ್ರವಾರ ಸಂಜೆ ಕೆನರಾ ಬ್ಯಾಂಕ್ ಅಸಿಸ್ಟೆಂಟ್ ಜನರಲ್ ಮ್ಯಾನೇಜರ್ ಎಸ್.ಅಶೋಕ್‌ಕುಮಾರ್ ಅವರು ದಸರೆಗೆ 25 ಲಕ್ಷ ರೂಗಳ ಪ್ರಾಯೋಜಕತ್ವ ಪತ್ರವನ್ನು ಜಿಲ್ಲಾ ಉಸ್ತುವಾರಿ ಸಚಿವ ಡಾ.ಹೆಚ್.ಸಿ.ಮಹದೇವಪ್ಪ ಅವರಿಗೆ ನೀಡಿದರು. ಮೇಯರ್ ಶಿವಕುಮಾರ್, ಶಾಸಕರಾದ ಟಿ.ಎಸ್.ಶ್ರೀವತ್ಸ, ಡಾ.ಡಿ.ತಿಮ್ಮಯ್ಯ, ಸಿ.ಎನ್.ಮಂಜೇಗೌಡ ಹಾಗೂ ಜಿಲ್ಲಾಧಿಕಾರಿ ಡಾ.ಕೆ.ವಿ.ರಾಜೇಂದ್ರ ಅವರುಗಳು ಚಿತ್ರದಲ್ಲಿ ಕಾಣಬಹುದು. (537, 855, 892, 880)
events-header-bar (298, 920, 892, 942)
health-photo (232, 505, 514, 595)
health-headline: ಗ್ರಾಮೀಣ ಜನತೆ ಆರೋಗ್ಯದ ಬಗ್ಗೆ ಕಾಳಜಿ ವಹಿಸಿ (232, 479, 692, 503)
obituary-body-1: ಮೈಸೂರು, ಅ.13- ಮೈಸೂರು ತಾಲೂಕಿನ ಗ್ರಾಮದ ನಿವಾಸಿ ಹಾಗೂ ನಿವೃತ್ತ ಇಂಜಿನಿಯರ್ ಬಸವಲಿಂಗೇಗೌಡ(78) ನಿಧನರಾದರು. ಮೃತರು ಪತ್ನಿ, ಪುತ್ರ ಹಾಗೂ ಅಪಾರ ಬಂಧುಮಿತ್ರರನ್ನು ಅಗಲಿದ್ದಾರೆ. ಅಂತ್ಯಕ್ರಿಯೆ ಸ್ವಗ್ರಾಮದಲ್ಲಿ ನೆರವೇರಿತು. (702, 497, 826, 539)
